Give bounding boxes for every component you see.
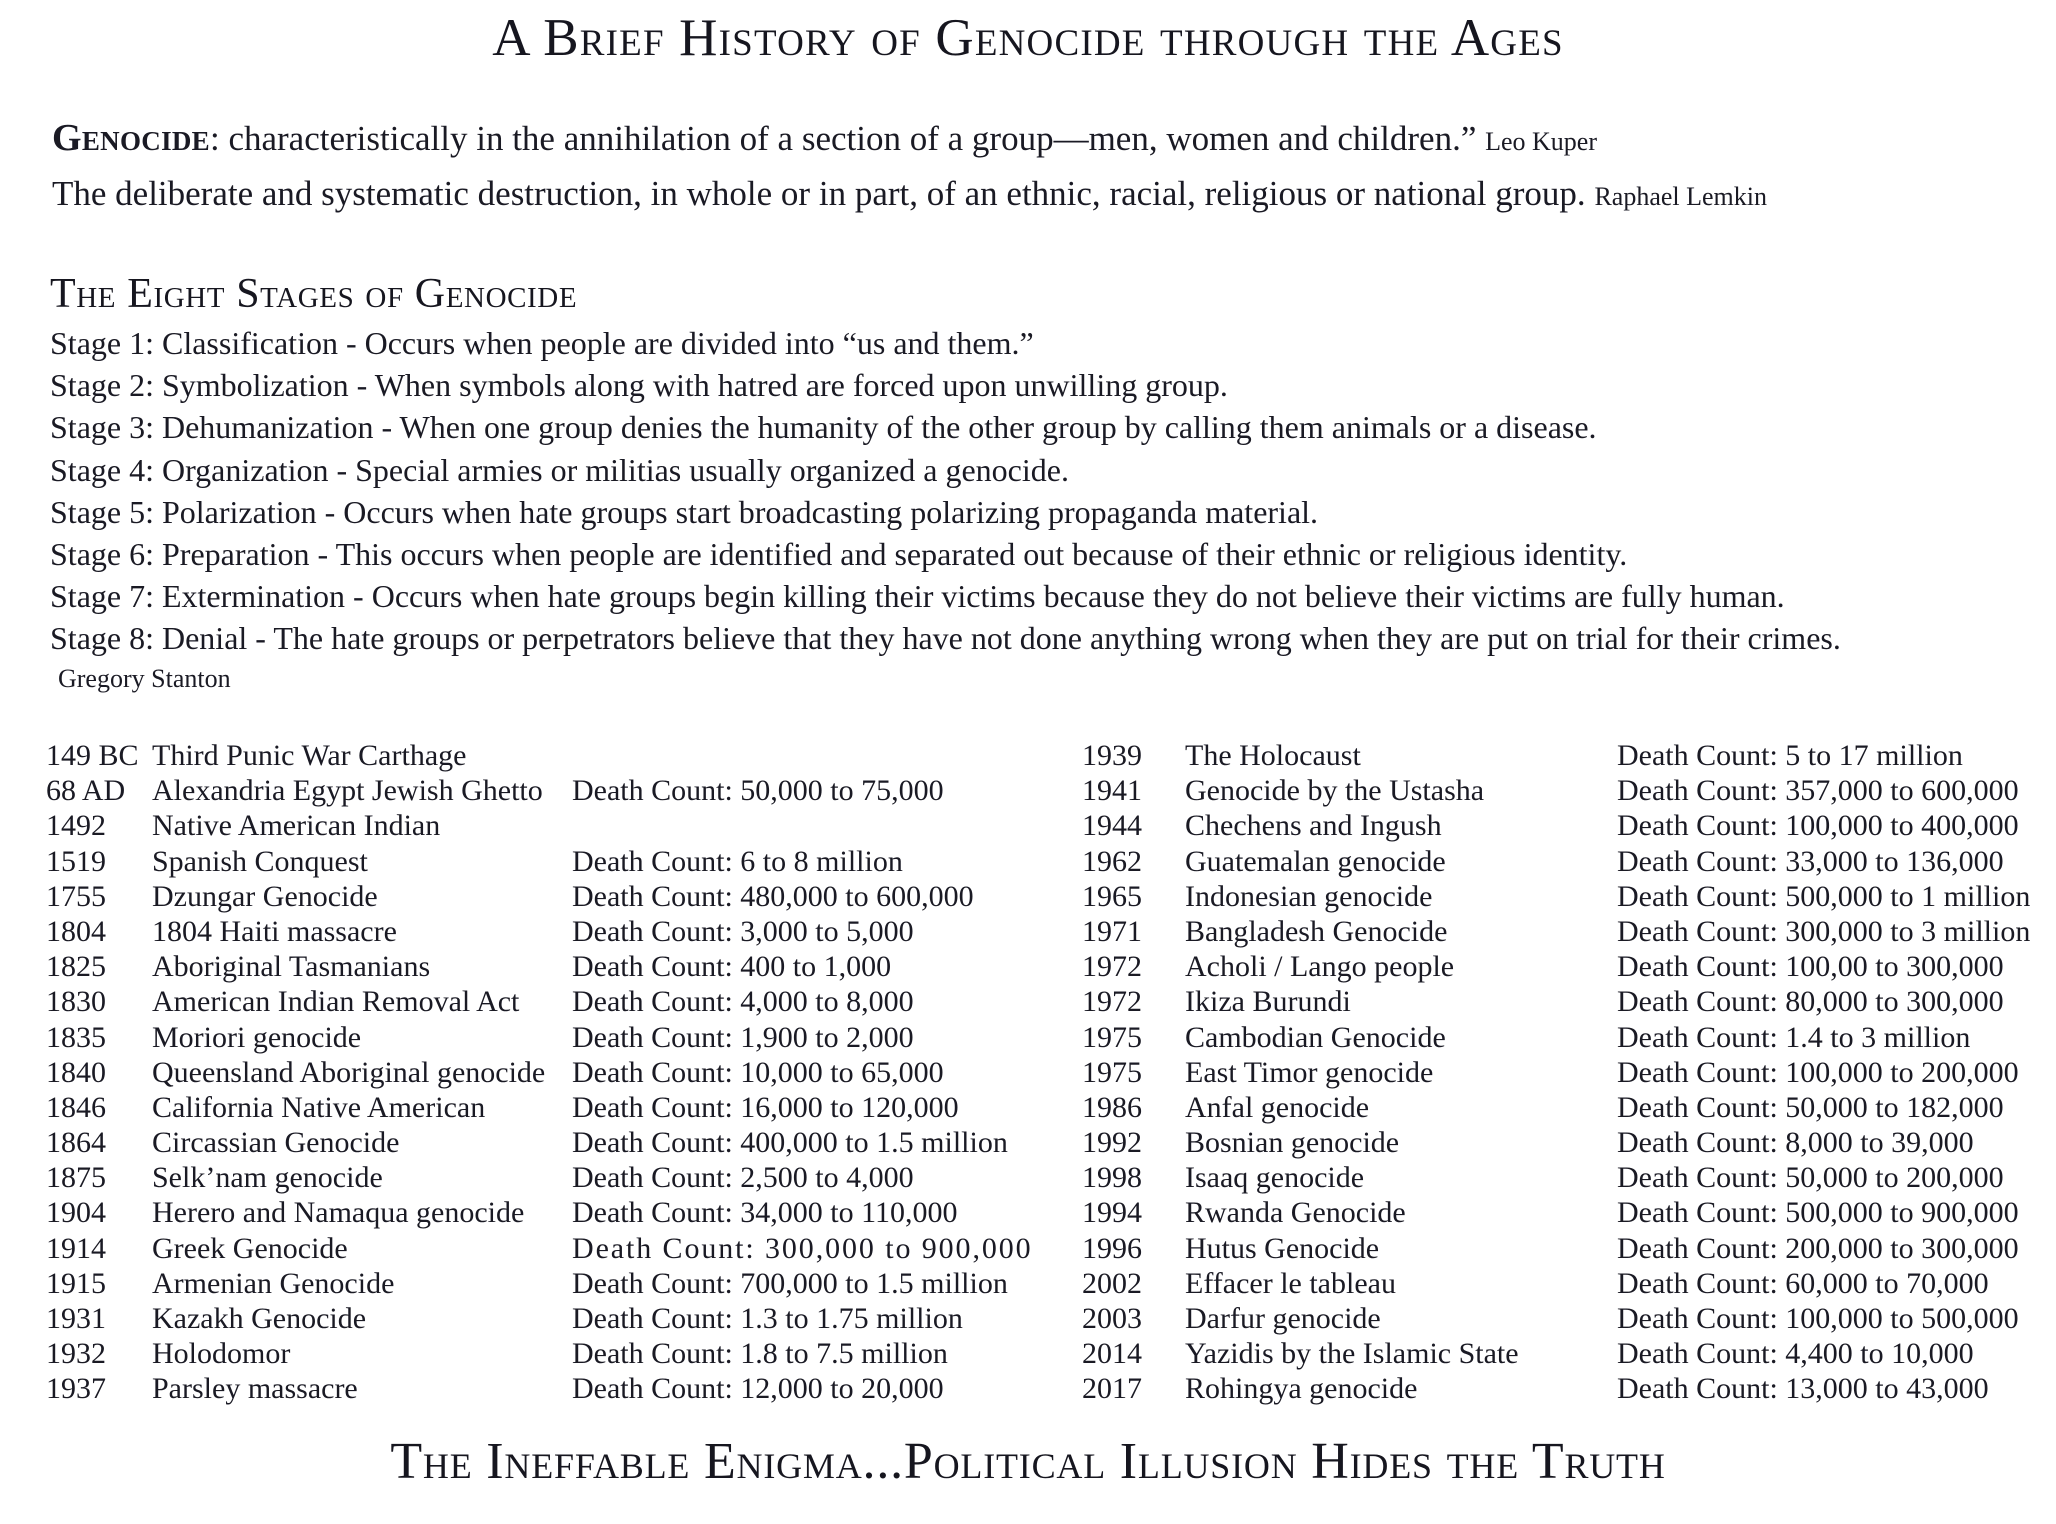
table-row	[46, 738, 1046, 773]
event-name: Circassian Genocide	[152, 1126, 400, 1160]
event-name: Dzungar Genocide	[152, 879, 378, 913]
event-name: The Holocaust	[1185, 739, 1361, 772]
event-death-count: Death Count: 1.3 to 1.75 million	[572, 1302, 963, 1335]
event-year: 1875	[46, 1161, 106, 1195]
event-name: Genocide by the Ustasha	[1185, 774, 1485, 808]
event-year: 1994	[1082, 1196, 1142, 1230]
stages-heading: The Eight Stages of Genocide	[50, 271, 578, 317]
table-row	[46, 1336, 1046, 1371]
table-row	[46, 949, 1046, 984]
event-year: 1972	[1082, 950, 1142, 984]
table-row	[1082, 1055, 2042, 1090]
definition-kuper-attribution: Leo Kuper	[1485, 127, 1598, 156]
table-row	[46, 1125, 1046, 1160]
event-year: 1931	[46, 1302, 106, 1335]
event-death-count: Death Count: 3,000 to 5,000	[572, 914, 914, 948]
event-death-count: Death Count: 1,900 to 2,000	[572, 1020, 914, 1054]
event-year: 1904	[46, 1196, 106, 1230]
event-death-count: Death Count: 400 to 1,000	[572, 950, 892, 984]
event-death-count: Death Count: 6 to 8 million	[572, 844, 903, 878]
event-name: Hutus Genocide	[1185, 1231, 1380, 1265]
table-row	[1082, 773, 2042, 808]
event-death-count: Death Count: 100,000 to 400,000	[1617, 809, 2019, 843]
event-death-count: Death Count: 16,000 to 120,000	[572, 1090, 959, 1124]
definition-lemkin-text: The deliberate and systematic destruction, in whole or in part, of an ethnic, racial, religious or national group.	[52, 174, 1586, 213]
definition-kuper	[52, 112, 2042, 168]
event-name: Spanish Conquest	[152, 844, 368, 878]
event-year: 1914	[46, 1231, 106, 1265]
event-year: 1944	[1082, 809, 1142, 843]
definition-lemkin	[52, 168, 2042, 223]
event-death-count: Death Count: 100,000 to 200,000	[1617, 1055, 2019, 1089]
table-row	[1082, 808, 2042, 843]
event-name: Acholi / Lango people	[1185, 950, 1455, 984]
event-year: 1972	[1082, 985, 1142, 1019]
event-death-count: Death Count: 5 to 17 million	[1617, 739, 1963, 772]
event-year: 1996	[1082, 1231, 1142, 1265]
genocide-events-table	[0, 738, 2056, 1406]
event-name: Ikiza Burundi	[1185, 985, 1351, 1019]
event-death-count: Death Count: 13,000 to 43,000	[1617, 1372, 1989, 1406]
event-death-count: Death Count: 500,000 to 900,000	[1617, 1196, 2019, 1230]
table-row	[46, 1266, 1046, 1301]
definition-lemkin-attribution: Raphael Lemkin	[1594, 182, 1767, 211]
table-row	[46, 1231, 1046, 1266]
event-death-count: Death Count: 12,000 to 20,000	[572, 1372, 944, 1406]
table-row	[46, 914, 1046, 949]
table-row	[1082, 1195, 2042, 1230]
event-death-count: Death Count: 357,000 to 600,000	[1617, 774, 2019, 808]
event-year: 1492	[46, 809, 106, 843]
event-year: 1986	[1082, 1090, 1142, 1124]
table-row	[46, 1371, 1046, 1406]
event-name: Guatemalan genocide	[1185, 844, 1446, 878]
event-death-count: Death Count: 34,000 to 110,000	[572, 1196, 958, 1230]
event-death-count: Death Count: 300,000 to 3 million	[1617, 914, 2031, 948]
event-year: 1755	[46, 879, 106, 913]
event-death-count: Death Count: 100,00 to 300,000	[1617, 950, 2004, 984]
event-name: Parsley massacre	[152, 1372, 358, 1406]
table-row	[1082, 1231, 2042, 1266]
table-row	[1082, 914, 2042, 949]
event-death-count: Death Count: 2,500 to 4,000	[572, 1161, 914, 1195]
event-death-count: Death Count: 50,000 to 200,000	[1617, 1161, 2004, 1195]
event-death-count: Death Count: 80,000 to 300,000	[1617, 985, 2004, 1019]
event-year: 1975	[1082, 1055, 1142, 1089]
event-year: 1519	[46, 844, 106, 878]
event-year: 1975	[1082, 1020, 1142, 1054]
event-year: 2003	[1082, 1302, 1142, 1335]
event-name: Rwanda Genocide	[1185, 1196, 1406, 1230]
table-row	[1082, 1090, 2042, 1125]
event-name: American Indian Removal Act	[152, 985, 520, 1019]
event-year: 1992	[1082, 1126, 1142, 1160]
table-row	[1082, 844, 2042, 879]
event-name: Anfal genocide	[1185, 1090, 1370, 1124]
event-name: Yazidis by the Islamic State	[1185, 1337, 1519, 1371]
event-death-count: Death Count: 700,000 to 1.5 million	[572, 1266, 1008, 1300]
table-row	[46, 1195, 1046, 1230]
event-death-count: Death Count: 100,000 to 500,000	[1617, 1302, 2019, 1335]
event-name: Selk’nam genocide	[152, 1161, 383, 1195]
event-name: Aboriginal Tasmanians	[152, 950, 431, 984]
event-name: Rohingya genocide	[1185, 1372, 1418, 1406]
event-name: Isaaq genocide	[1185, 1161, 1365, 1195]
event-death-count: Death Count: 1.4 to 3 million	[1617, 1020, 1971, 1054]
table-row	[1082, 1336, 2042, 1371]
event-death-count: Death Count: 60,000 to 70,000	[1617, 1266, 1989, 1300]
event-year: 1830	[46, 985, 106, 1019]
table-row	[46, 808, 1046, 843]
event-year: 1835	[46, 1020, 106, 1054]
event-death-count: Death Count: 480,000 to 600,000	[572, 879, 974, 913]
table-row	[1082, 1160, 2042, 1195]
event-name: Kazakh Genocide	[152, 1302, 367, 1335]
table-row	[46, 1090, 1046, 1125]
event-year: 1825	[46, 950, 106, 984]
table-row	[46, 1055, 1046, 1090]
event-death-count: Death Count: 33,000 to 136,000	[1617, 844, 2004, 878]
table-row	[46, 1301, 1046, 1336]
event-death-count: Death Count: 50,000 to 75,000	[572, 774, 944, 808]
table-row	[1082, 984, 2042, 1019]
event-death-count: Death Count: 300,000 to 900,000	[572, 1231, 1033, 1265]
event-name: Third Punic War Carthage	[152, 739, 467, 772]
event-year: 1962	[1082, 844, 1142, 878]
event-death-count: Death Count: 50,000 to 182,000	[1617, 1090, 2004, 1124]
event-death-count: Death Count: 1.8 to 7.5 million	[572, 1337, 948, 1371]
event-year: 1932	[46, 1337, 106, 1371]
table-row	[1082, 1301, 2042, 1336]
event-year: 2002	[1082, 1266, 1142, 1300]
event-death-count: Death Count: 4,000 to 8,000	[572, 985, 914, 1019]
event-year: 1864	[46, 1126, 106, 1160]
event-name: Alexandria Egypt Jewish Ghetto	[152, 774, 543, 808]
event-name: Armenian Genocide	[152, 1266, 395, 1300]
table-row	[46, 773, 1046, 808]
event-year: 1846	[46, 1090, 106, 1124]
table-row	[1082, 949, 2042, 984]
page-footer: The Ineffable Enigma...Political Illusion Hides the Truth	[390, 1433, 1666, 1490]
event-year: 149 BC	[46, 739, 139, 772]
event-year: 1804	[46, 914, 106, 948]
genocide-lead-in: Genocide	[52, 117, 210, 159]
event-year: 1941	[1082, 774, 1142, 808]
stage-item-2: Stage 2: Symbolization - When symbols along with hatred are forced upon unwilling group.	[50, 367, 1228, 404]
table-row	[46, 844, 1046, 879]
table-row	[1082, 1266, 2042, 1301]
event-year: 1965	[1082, 879, 1142, 913]
event-death-count: Death Count: 200,000 to 300,000	[1617, 1231, 2019, 1265]
event-death-count: Death Count: 500,000 to 1 million	[1617, 879, 2031, 913]
event-year: 1840	[46, 1055, 106, 1089]
event-name: Cambodian Genocide	[1185, 1020, 1446, 1054]
stage-item-3: Stage 3: Dehumanization - When one group denies the humanity of the other group by calling them animals or a disease.	[50, 409, 1597, 446]
event-death-count: Death Count: 400,000 to 1.5 million	[572, 1126, 1008, 1160]
event-name: Holodomor	[152, 1337, 291, 1371]
event-death-count: Death Count: 4,400 to 10,000	[1617, 1337, 1974, 1371]
stage-item-8: Stage 8: Denial - The hate groups or perpetrators believe that they have not done anything wrong when they are put on trial for their crimes.	[50, 620, 1841, 657]
table-row	[46, 879, 1046, 914]
stage-item-4: Stage 4: Organization - Special armies or militias usually organized a genocide.	[50, 451, 1069, 488]
table-row	[46, 984, 1046, 1019]
event-name: Chechens and Ingush	[1185, 809, 1442, 843]
table-row	[1082, 738, 2042, 773]
events-column-right	[1082, 738, 2042, 1407]
event-death-count: Death Count: 10,000 to 65,000	[572, 1055, 944, 1089]
stages-source-attribution: Gregory Stanton	[58, 663, 231, 693]
event-name: Indonesian genocide	[1185, 879, 1433, 913]
event-name: California Native American	[152, 1090, 486, 1124]
event-year: 1998	[1082, 1161, 1142, 1195]
event-name: Native American Indian	[152, 809, 441, 843]
event-year: 1915	[46, 1266, 106, 1300]
stage-item-1: Stage 1: Classification - Occurs when people are divided into “us and them.”	[50, 325, 1034, 361]
event-year: 2017	[1082, 1372, 1142, 1406]
event-name: Greek Genocide	[152, 1231, 348, 1265]
event-death-count: Death Count: 8,000 to 39,000	[1617, 1126, 1974, 1160]
table-row	[46, 1020, 1046, 1055]
event-name: Darfur genocide	[1185, 1302, 1381, 1335]
event-name: Moriori genocide	[152, 1020, 362, 1054]
table-row	[1082, 879, 2042, 914]
event-year: 1939	[1082, 739, 1142, 772]
stage-item-5: Stage 5: Polarization - Occurs when hate groups start broadcasting polarizing propaganda material.	[50, 493, 1319, 530]
table-row	[1082, 1371, 2042, 1406]
event-year: 1937	[46, 1372, 106, 1406]
event-name: Bosnian genocide	[1185, 1126, 1400, 1160]
definition-kuper-text: : characteristically in the annihilation of a section of a group—men, women and children.”	[209, 119, 1477, 158]
event-name: Effacer le tableau	[1185, 1266, 1396, 1300]
event-year: 1971	[1082, 914, 1142, 948]
table-row	[1082, 1020, 2042, 1055]
event-name: Bangladesh Genocide	[1185, 914, 1448, 948]
stage-item-6: Stage 6: Preparation - This occurs when people are identified and separated out because of their ethnic or religious identity.	[50, 536, 1628, 573]
definitions-block	[52, 112, 2042, 223]
eight-stages-section	[50, 268, 2040, 698]
event-year: 2014	[1082, 1337, 1142, 1371]
stage-item-7: Stage 7: Extermination - Occurs when hate groups begin killing their victims because they do not believe their victims are fully human.	[50, 578, 1785, 615]
event-name: East Timor genocide	[1185, 1055, 1434, 1089]
event-year: 68 AD	[46, 774, 126, 808]
event-name: Queensland Aboriginal genocide	[152, 1055, 546, 1089]
event-name: Herero and Namaqua genocide	[152, 1196, 525, 1230]
table-row	[1082, 1125, 2042, 1160]
table-row	[46, 1160, 1046, 1195]
events-column-left	[46, 738, 1046, 1407]
event-name: 1804 Haiti massacre	[152, 914, 397, 948]
page-title: A Brief History of Genocide through the Ages	[492, 9, 1564, 67]
